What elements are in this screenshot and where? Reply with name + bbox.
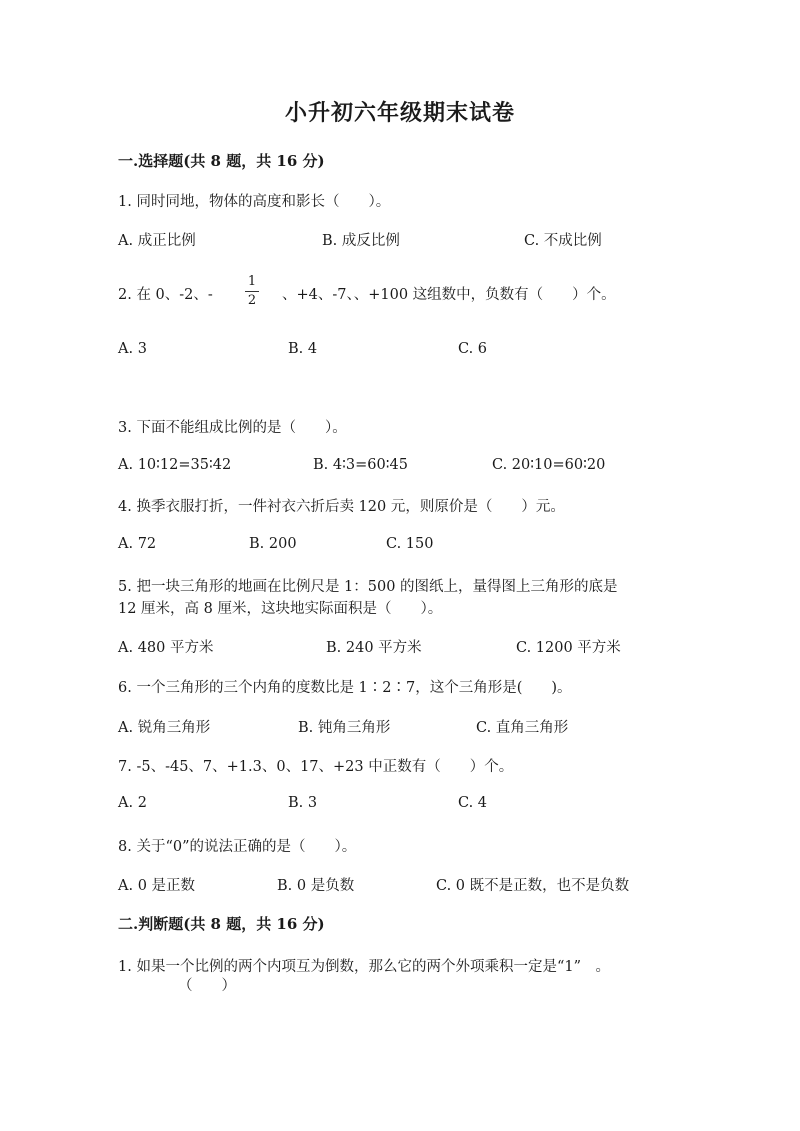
- q1-option-c: C. 不成比例: [524, 233, 602, 249]
- question-8: 8. 关于“0”的说法正确的是（ ）。: [118, 839, 357, 855]
- q4-option-a: A. 72: [118, 536, 157, 552]
- q8-option-a: A. 0 是正数: [118, 878, 196, 894]
- q2-option-a: A. 3: [118, 341, 147, 357]
- question-5-line-1: 5. 把一块三角形的地画在比例尺是 1：500 的图纸上，量得图上三角形的底是: [118, 579, 618, 595]
- q2-option-b: B. 4: [288, 341, 318, 357]
- fraction-bar: [245, 291, 259, 292]
- q3-option-b: B. 4∶3=60∶45: [313, 457, 408, 473]
- section-heading-choice: 一.选择题(共 8 题，共 16 分): [118, 152, 325, 170]
- q6-option-b: B. 钝角三角形: [298, 720, 391, 736]
- fraction-one-half: [244, 274, 260, 309]
- q1-option-a: A. 成正比例: [118, 233, 196, 249]
- question-2-start: 2. 在 0、-2、-: [118, 287, 213, 303]
- question-7: 7. -5、-45、7、+1.3、0、17、+23 中正数有（ ）个。: [118, 759, 514, 775]
- q3-option-a: A. 10∶12=35∶42: [118, 457, 232, 473]
- fraction-denominator: 2: [247, 293, 257, 308]
- section-heading-judgment: 二.判断题(共 8 题，共 16 分): [118, 915, 325, 933]
- q7-option-b: B. 3: [288, 795, 318, 811]
- q6-option-c: C. 直角三角形: [476, 720, 569, 736]
- q6-option-a: A. 锐角三角形: [118, 720, 211, 736]
- q1-option-b: B. 成反比例: [322, 233, 400, 249]
- question-3: 3. 下面不能组成比例的是（ ）。: [118, 420, 347, 436]
- q5-option-a: A. 480 平方米: [118, 640, 214, 656]
- q7-option-c: C. 4: [458, 795, 488, 811]
- q3-option-c: C. 20∶10=60∶20: [492, 457, 606, 473]
- q7-option-a: A. 2: [118, 795, 147, 811]
- fraction-numerator: 1: [247, 274, 257, 289]
- q8-option-b: B. 0 是负数: [277, 878, 355, 894]
- judgment-question-1: 1. 如果一个比例的两个内项互为倒数，那么它的两个外项乘积一定是“1” 。: [118, 959, 610, 975]
- question-4: 4. 换季衣服打折，一件衬衣六折后卖 120 元，则原价是（ ）元。: [118, 499, 565, 515]
- q4-option-b: B. 200: [249, 536, 297, 552]
- question-2-end: 、+4、-7、、+100 这组数中，负数有（ ）个。: [282, 287, 616, 303]
- q2-option-c: C. 6: [458, 341, 488, 357]
- question-1: 1. 同时同地，物体的高度和影长（ ）。: [118, 194, 391, 210]
- question-6: 6. 一个三角形的三个内角的度数比是 1∶2∶7，这个三角形是( )。: [118, 680, 572, 696]
- judgment-answer-blank: （ ）: [178, 978, 236, 994]
- q8-option-c: C. 0 既不是正数，也不是负数: [436, 878, 630, 894]
- q5-option-c: C. 1200 平方米: [516, 640, 621, 656]
- q5-option-b: B. 240 平方米: [326, 640, 422, 656]
- question-5-line-2: 12 厘米，高 8 厘米，这块地实际面积是（ ）。: [118, 601, 443, 617]
- page-title: 小升初六年级期末试卷: [284, 100, 515, 126]
- q4-option-c: C. 150: [386, 536, 434, 552]
